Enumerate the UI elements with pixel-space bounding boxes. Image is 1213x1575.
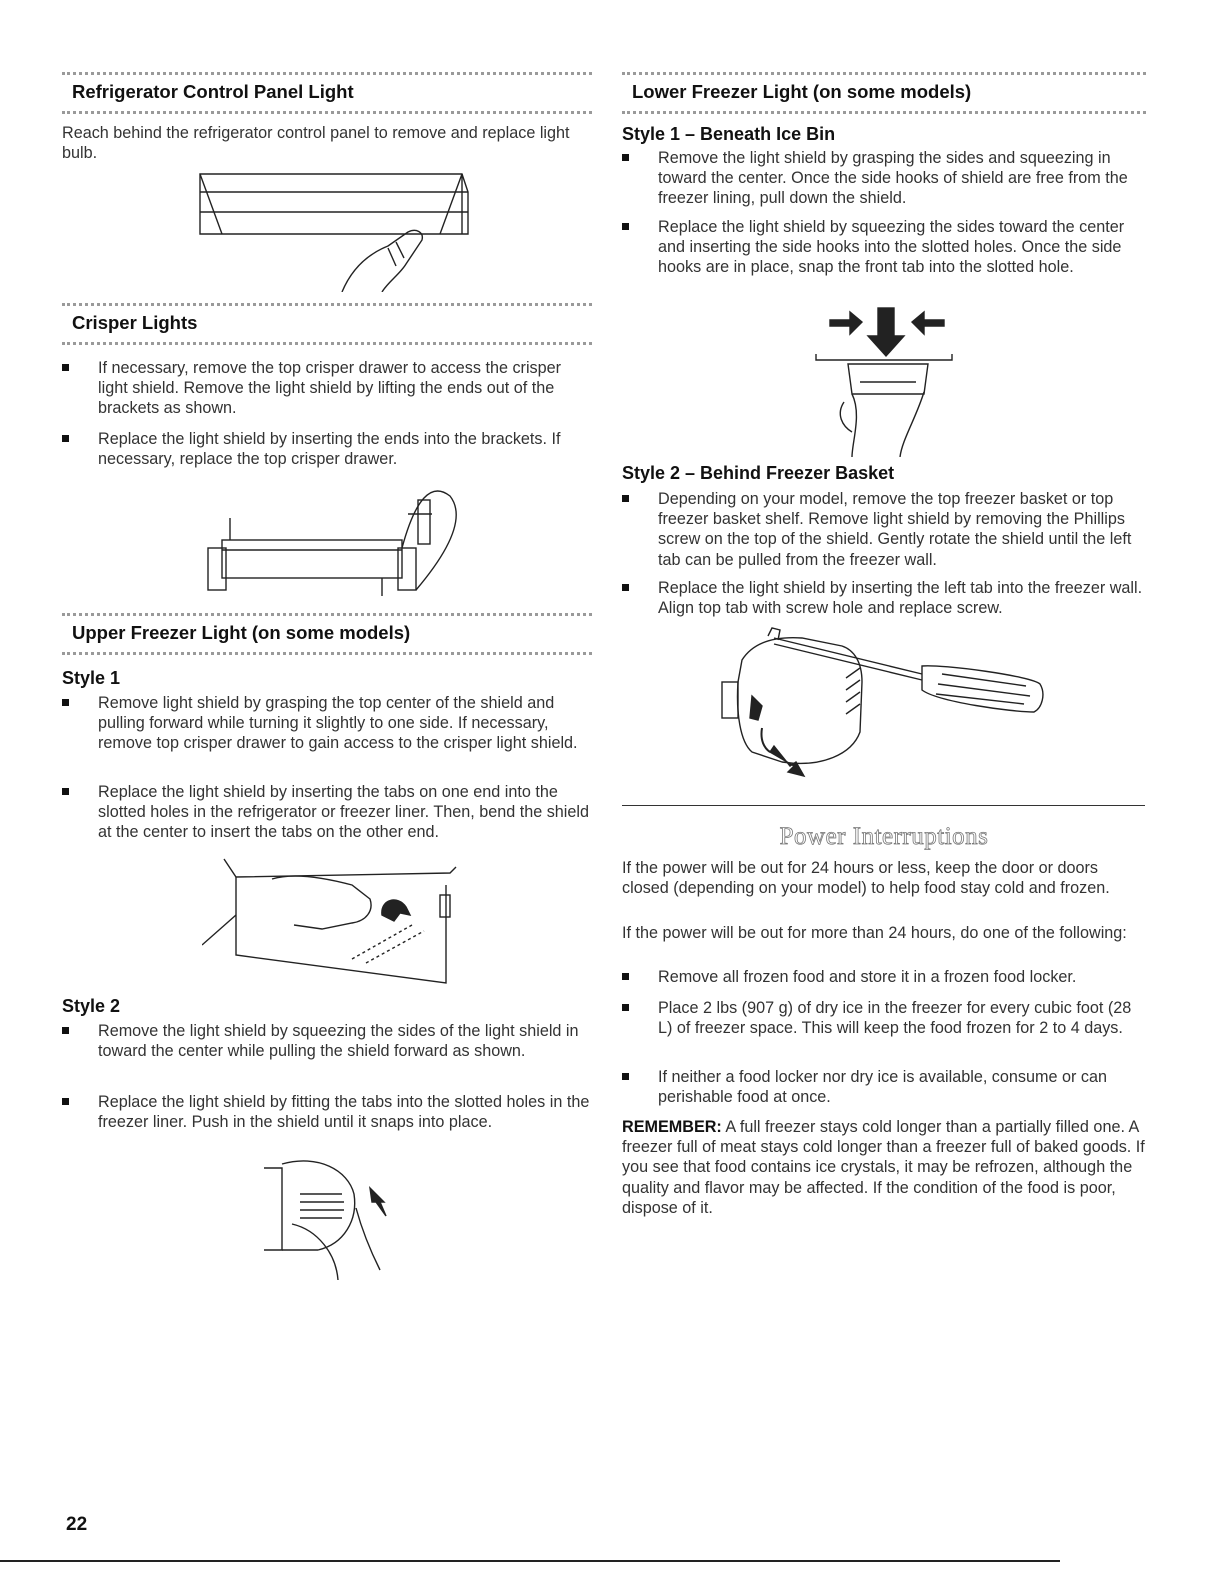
- bullet-marker: [62, 699, 69, 706]
- crisper-bullet-1: If necessary, remove the top crisper drawer to access the crisper light shield. Remove the light shield by lifting the ends out of the brackets as shown.: [62, 358, 592, 419]
- control-panel-bulb-illustration: [192, 172, 482, 292]
- upper-style2-label: Style 2: [62, 996, 121, 1016]
- remember-label: REMEMBER:: [622, 1118, 722, 1136]
- bullet-marker: [62, 435, 69, 442]
- control-panel-light-heading: Refrigerator Control Panel Light: [62, 72, 592, 114]
- crisper-bullet-2: Replace the light shield by inserting the ends into the brackets. If necessary, replace the top crisper drawer.: [62, 429, 592, 469]
- bullet-marker: [622, 495, 629, 502]
- lower-style2-shield-screwdriver-illustration: [712, 622, 1052, 792]
- control-panel-light-text: Reach behind the refrigerator control panel to remove and replace light bulb.: [62, 124, 570, 163]
- power-bullet-2: Place 2 lbs (907 g) of dry ice in the freezer for every cubic foot (28 L) of freezer space. This will keep the food frozen for 2 to 4 days.: [622, 998, 1146, 1038]
- bullet-marker: [622, 1004, 629, 1011]
- upper-style2-bullet-1: Remove the light shield by squeezing the sides of the light shield in toward the center while pulling the shield forward as shown.: [62, 1021, 592, 1061]
- upper-style1-label: Style 1: [62, 668, 121, 688]
- page-bottom-rule: [0, 1560, 1060, 1562]
- bullet-marker: [62, 364, 69, 371]
- upper-style1-shield-illustration: [202, 855, 462, 990]
- lower-style1-bullet-1: Remove the light shield by grasping the sides and squeezing in toward the center. Once the side hooks of shield are free from the freezer lining, pull down the shield.: [622, 148, 1146, 209]
- lower-style1-label: Style 1 – Beneath Ice Bin: [622, 124, 836, 144]
- bullet-marker: [622, 1073, 629, 1080]
- bullet-marker: [622, 973, 629, 980]
- upper-style2-bullet-2: Replace the light shield by fitting the tabs into the slotted holes in the freezer liner. Push in the shield until it snaps into place.: [62, 1092, 592, 1132]
- crisper-lights-heading: Crisper Lights: [62, 303, 592, 345]
- remember-note: [622, 1117, 1146, 1218]
- crisper-shield-illustration: [202, 478, 462, 603]
- lower-style2-bullet-2: Replace the light shield by inserting the left tab into the freezer wall. Align top tab with screw hole and replace screw.: [622, 578, 1146, 618]
- lower-freezer-light-heading: Lower Freezer Light (on some models): [622, 72, 1146, 114]
- power-para-2: If the power will be out for more than 24 hours, do one of the following:: [622, 924, 1127, 942]
- bullet-marker: [62, 788, 69, 795]
- section-divider: [622, 805, 1145, 806]
- bullet-marker: [62, 1027, 69, 1034]
- remember-text: A full freezer stays cold longer than a partially filled one. A freezer full of meat stays cold longer than a freezer full of baked goods. If you see that food contains ice crystals, it may be refrozen, although the quality and flavor may be affected. If the condition of the food is poor, dispose of it.: [622, 1118, 1145, 1217]
- power-interruptions-title: Power Interruptions: [779, 823, 989, 850]
- upper-style2-shield-illustration: [258, 1150, 408, 1285]
- power-para-1: If the power will be out for 24 hours or less, keep the door or doors closed (depending on your model) to help food stay cold and frozen.: [622, 859, 1110, 898]
- upper-style1-bullet-2: Replace the light shield by inserting the tabs on one end into the slotted holes in the refrigerator or freezer liner. Then, bend the shield at the center to insert the tabs on the other end.: [62, 782, 592, 843]
- power-bullet-1: Remove all frozen food and store it in a frozen food locker.: [622, 967, 1146, 987]
- lower-style1-bullet-2: Replace the light shield by squeezing the sides toward the center and inserting the side hooks into the slotted holes. Once the side hooks are in place, snap the front tab into the slotted hole.: [622, 217, 1146, 278]
- bullet-marker: [622, 584, 629, 591]
- upper-freezer-light-heading: Upper Freezer Light (on some models): [62, 613, 592, 655]
- bullet-marker: [622, 223, 629, 230]
- bullet-marker: [622, 154, 629, 161]
- lower-style2-label: Style 2 – Behind Freezer Basket: [622, 463, 895, 483]
- lower-style2-bullet-1: Depending on your model, remove the top freezer basket or top freezer basket shelf. Remove light shield by removing the Phillips screw on the top of the shield. Gently rotate the shield until the left tab can be pulled from the freezer wall.: [622, 489, 1146, 570]
- page-number: 22: [66, 1514, 88, 1535]
- power-bullet-3: If neither a food locker nor dry ice is available, consume or can perishable food at once.: [622, 1067, 1146, 1107]
- bullet-marker: [62, 1098, 69, 1105]
- upper-style1-bullet-1: Remove light shield by grasping the top center of the shield and pulling forward while turning it slightly to one side. If necessary, remove top crisper drawer to gain access to the crisper light shield.: [62, 693, 592, 754]
- lower-style1-shield-illustration: [812, 302, 962, 457]
